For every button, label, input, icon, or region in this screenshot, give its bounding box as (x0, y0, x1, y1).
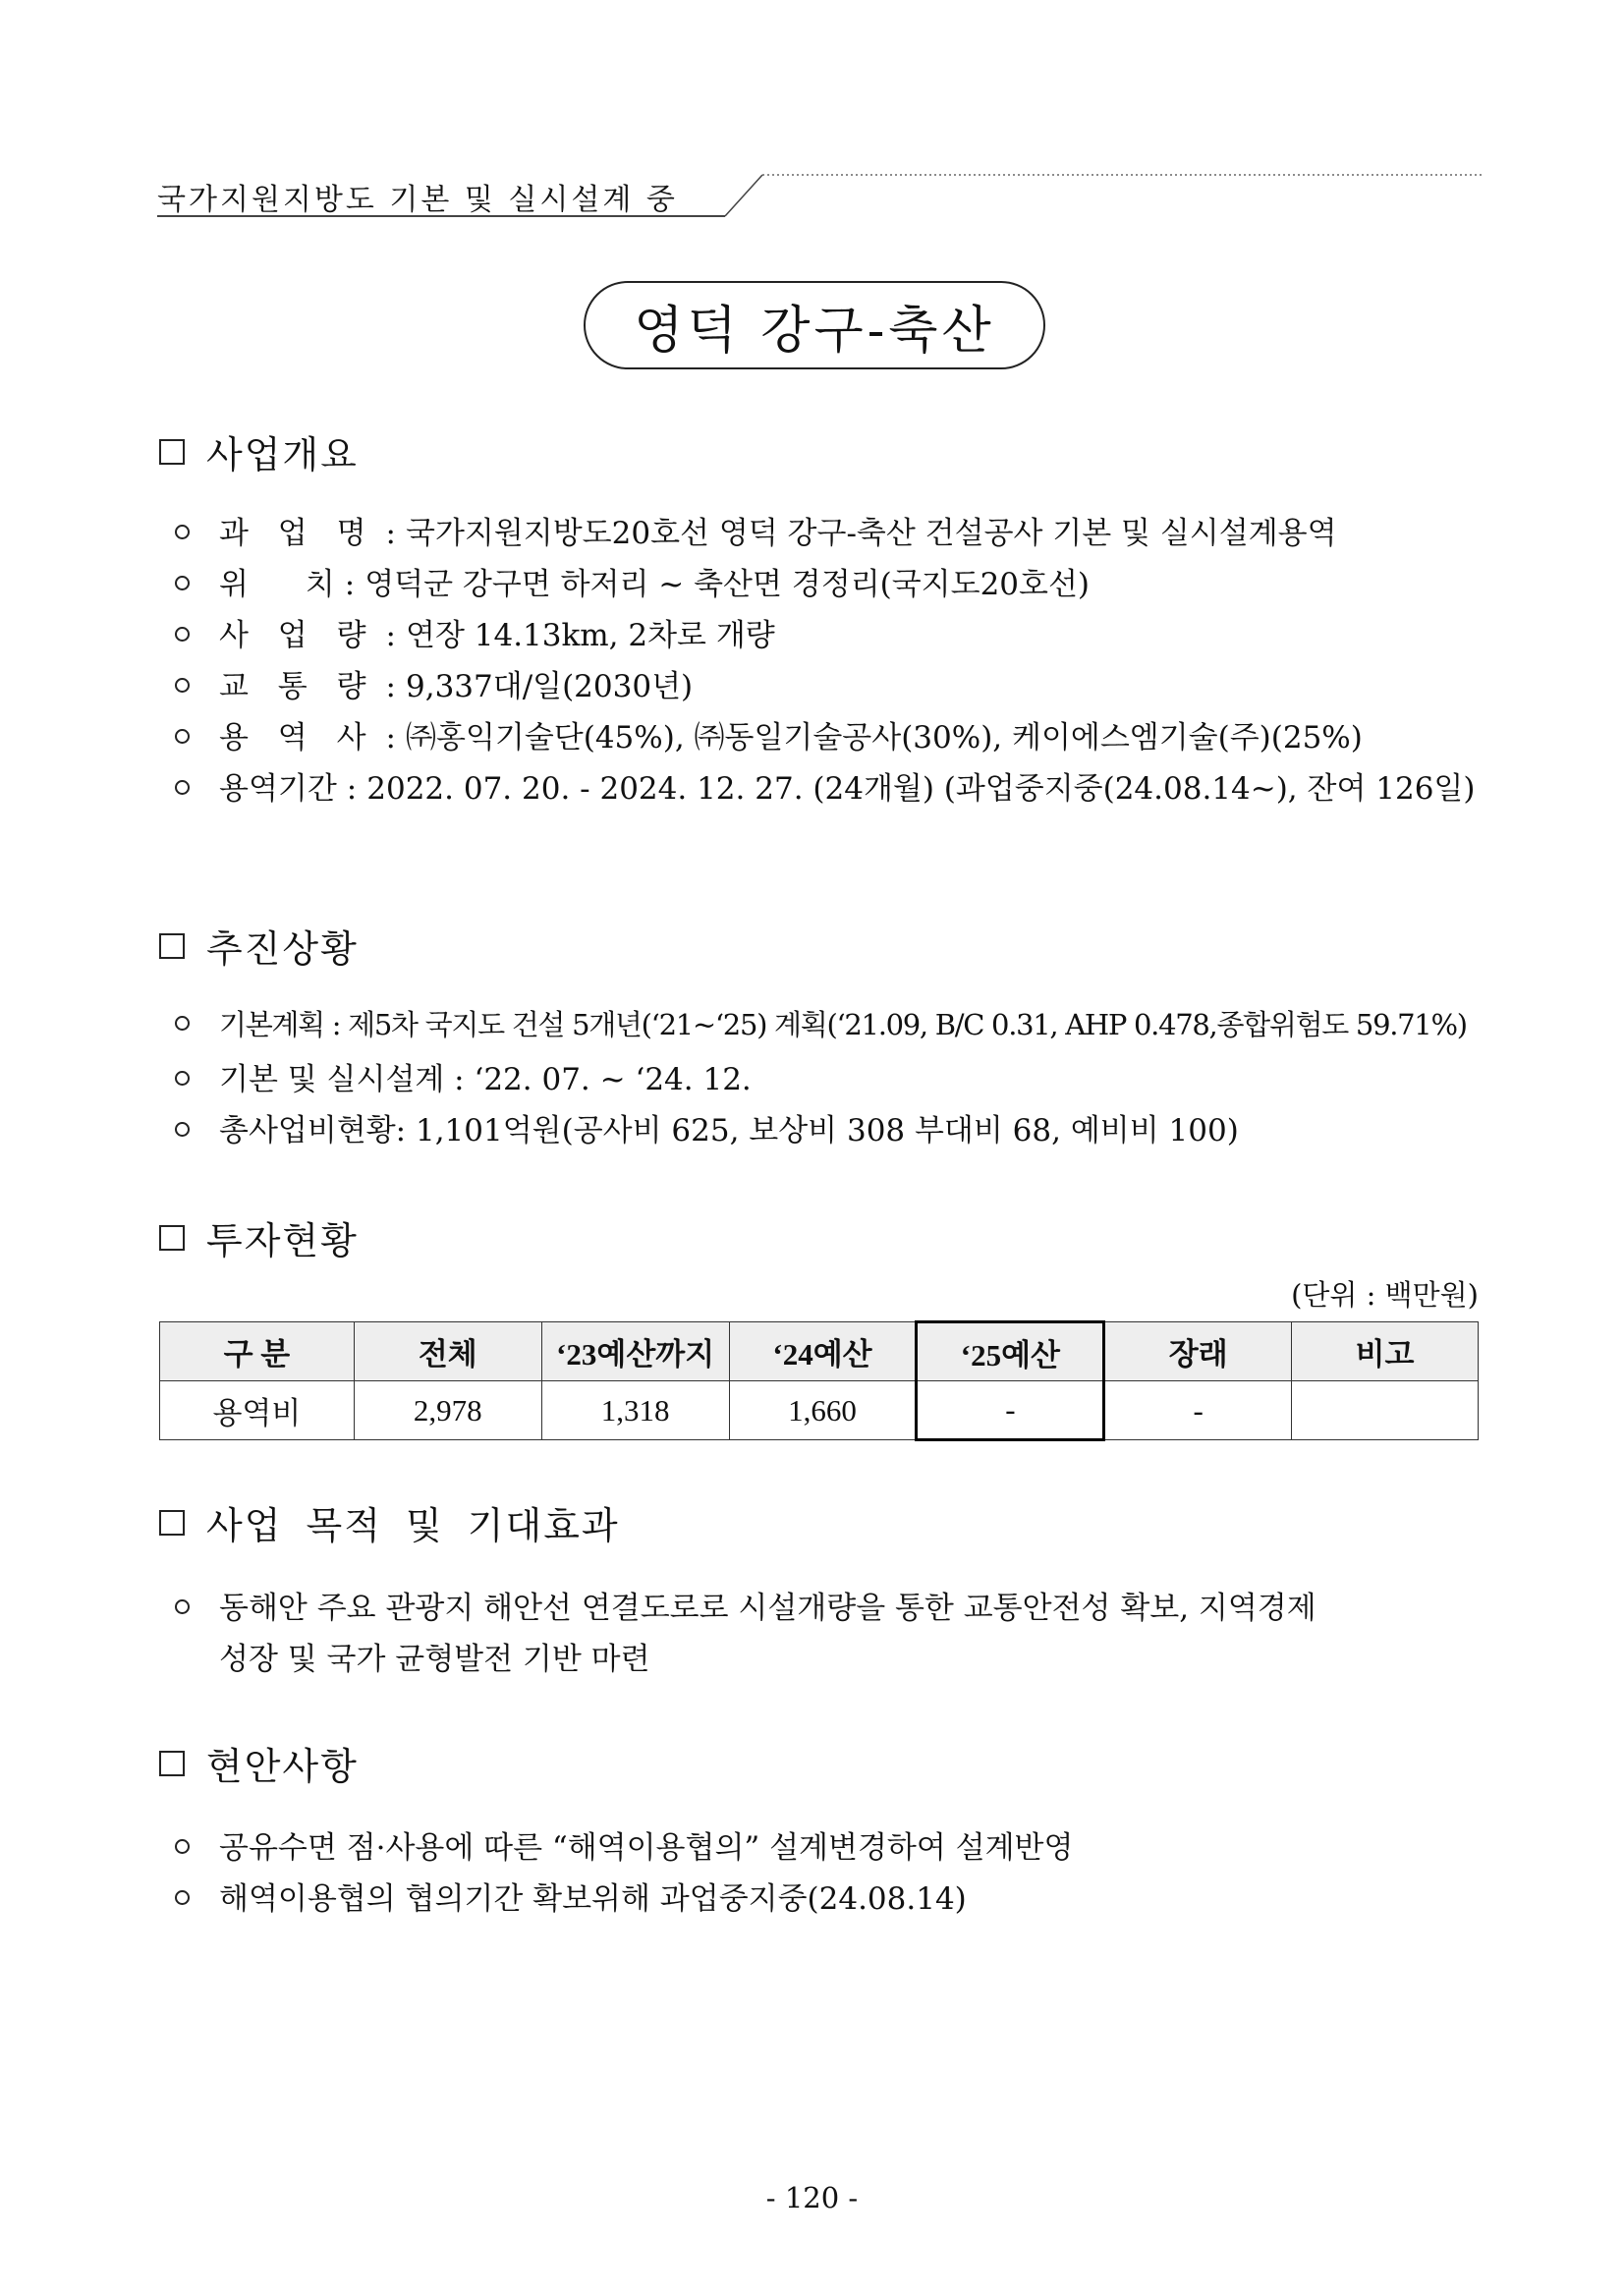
table-header-cell: ‘25예산 (917, 1322, 1104, 1381)
square-bullet-icon (159, 1510, 185, 1536)
section-heading-investment (159, 1210, 359, 1264)
page-number: - 120 - (765, 2181, 859, 2214)
table-cell: 1,318 (541, 1381, 729, 1440)
item-label: 교 통 량 (219, 669, 376, 704)
table-cell: - (1104, 1381, 1292, 1440)
circle-bullet-icon (175, 1016, 190, 1031)
overview-item: 과 업 명 : 국가지원지방도20호선 영덕 강구-축산 건설공사 기본 및 실시설계용역 (175, 508, 1337, 552)
table-header-cell: 구 분 (160, 1322, 355, 1381)
section-heading-text: 사업 목적 및 기대효과 (206, 1504, 620, 1547)
section-heading-text: 사업개요 (206, 433, 359, 476)
table-header-row (160, 1322, 1479, 1381)
unit-note: (단위 : 백만원) (1291, 1278, 1479, 1312)
item-text: 공유수면 점·사용에 따른 “해역이용협의” 설계변경하여 설계반영 (219, 1830, 1074, 1866)
title-box (584, 281, 1045, 369)
section-heading-text: 추진상황 (206, 927, 359, 971)
table-cell: - (917, 1381, 1104, 1440)
table-header-cell: 장래 (1104, 1322, 1292, 1381)
progress-item (175, 1003, 1467, 1043)
section-heading-purpose (159, 1495, 620, 1549)
square-bullet-icon (159, 1751, 185, 1776)
purpose-item (175, 1583, 1316, 1627)
overview-item: 용역기간 : 2022. 07. 20. - 2024. 12. 27. (24개월) (과업중지중(24.08.14~), 잔여 126일) (175, 763, 1475, 808)
circle-bullet-icon (175, 525, 190, 539)
item-value: 국가지원지방도20호선 영덕 강구-축산 건설공사 기본 및 실시설계용역 (406, 516, 1337, 551)
circle-bullet-icon (175, 729, 190, 744)
overview-item: 교 통 량 : 9,337대/일(2030년) (175, 661, 693, 705)
item-value: 9,337대/일(2030년) (406, 669, 694, 704)
table-header-cell: ‘23예산까지 (541, 1322, 729, 1381)
circle-bullet-icon (175, 678, 190, 693)
overview-item: 용 역 사 : ㈜홍익기술단(45%), ㈜동일기술공사(30%), 케이에스엠기술(주)(25%) (175, 712, 1363, 756)
circle-bullet-icon (175, 1890, 190, 1905)
square-bullet-icon (159, 439, 185, 465)
circle-bullet-icon (175, 1599, 190, 1614)
item-value: 2022. 07. 20. - 2024. 12. 27. (24개월) (과업중지중(24.08.14~), 잔여 126일) (366, 771, 1476, 807)
item-value: 연장 14.13km, 2차로 개량 (406, 618, 775, 653)
item-text: 동해안 주요 관광지 해안선 연결도로로 시설개량을 통한 교통안전성 확보, 지역경제 (219, 1591, 1316, 1626)
item-value: 영덕군 강구면 하저리 ~ 축산면 경정리(국지도20호선) (364, 567, 1091, 602)
item-label: 용역기간 (219, 771, 337, 807)
item-label: 위 치 (219, 567, 335, 602)
investment-table (159, 1320, 1479, 1441)
section-heading-progress (159, 919, 359, 973)
table-header-cell: ‘24예산 (729, 1322, 917, 1381)
circle-bullet-icon (175, 627, 190, 642)
progress-item (175, 1054, 752, 1098)
page-header (157, 169, 1484, 218)
issues-item (175, 1822, 1073, 1867)
item-label: 사 업 량 (219, 618, 376, 653)
item-label: 용 역 사 (219, 720, 376, 756)
table-header-cell: 전체 (354, 1322, 541, 1381)
overview-item: 사 업 량 : 연장 14.13km, 2차로 개량 (175, 610, 775, 654)
table-cell: 용역비 (160, 1381, 355, 1440)
section-heading-issues (159, 1736, 359, 1790)
progress-item (175, 1105, 1239, 1149)
header-text: 국가지원지방도 기본 및 실시설계 중 (157, 183, 678, 217)
item-text: 총사업비현황: 1,101억원(공사비 625, 보상비 308 부대비 68, 예비비 100) (219, 1113, 1239, 1148)
section-heading-text: 현안사항 (206, 1745, 359, 1788)
circle-bullet-icon (175, 1839, 190, 1854)
circle-bullet-icon (175, 1071, 190, 1086)
purpose-item-continuation: 성장 및 국가 균형발전 기반 마련 (219, 1642, 650, 1677)
issues-item (175, 1874, 967, 1918)
table-cell: 2,978 (354, 1381, 541, 1440)
item-text: 기본 및 실시설계 : ‘22. 07. ~ ‘24. 12. (219, 1062, 752, 1097)
table-cell (1292, 1381, 1479, 1440)
item-label: 과 업 명 (219, 516, 376, 551)
section-heading-text: 투자현황 (206, 1219, 359, 1262)
section-heading-overview (159, 424, 359, 478)
circle-bullet-icon (175, 780, 190, 795)
page-title: 영덕 강구-축산 (634, 301, 995, 361)
item-text: 해역이용협의 협의기간 확보위해 과업중지중(24.08.14) (219, 1881, 967, 1917)
table-header-cell: 비고 (1292, 1322, 1479, 1381)
item-value: ㈜홍익기술단(45%), ㈜동일기술공사(30%), 케이에스엠기술(주)(25%) (406, 720, 1363, 756)
circle-bullet-icon (175, 576, 190, 590)
square-bullet-icon (159, 933, 185, 959)
square-bullet-icon (159, 1225, 185, 1251)
overview-item: 위 치 : 영덕군 강구면 하저리 ~ 축산면 경정리(국지도20호선) (175, 559, 1090, 603)
table-row (160, 1381, 1479, 1440)
item-text: 기본계획 : 제5차 국지도 건설 5개년(‘21~‘25) 계획(‘21.09, B/C 0.31, AHP 0.478,종합위험도 59.71%) (219, 1008, 1467, 1041)
table-cell: 1,660 (729, 1381, 917, 1440)
circle-bullet-icon (175, 1122, 190, 1137)
